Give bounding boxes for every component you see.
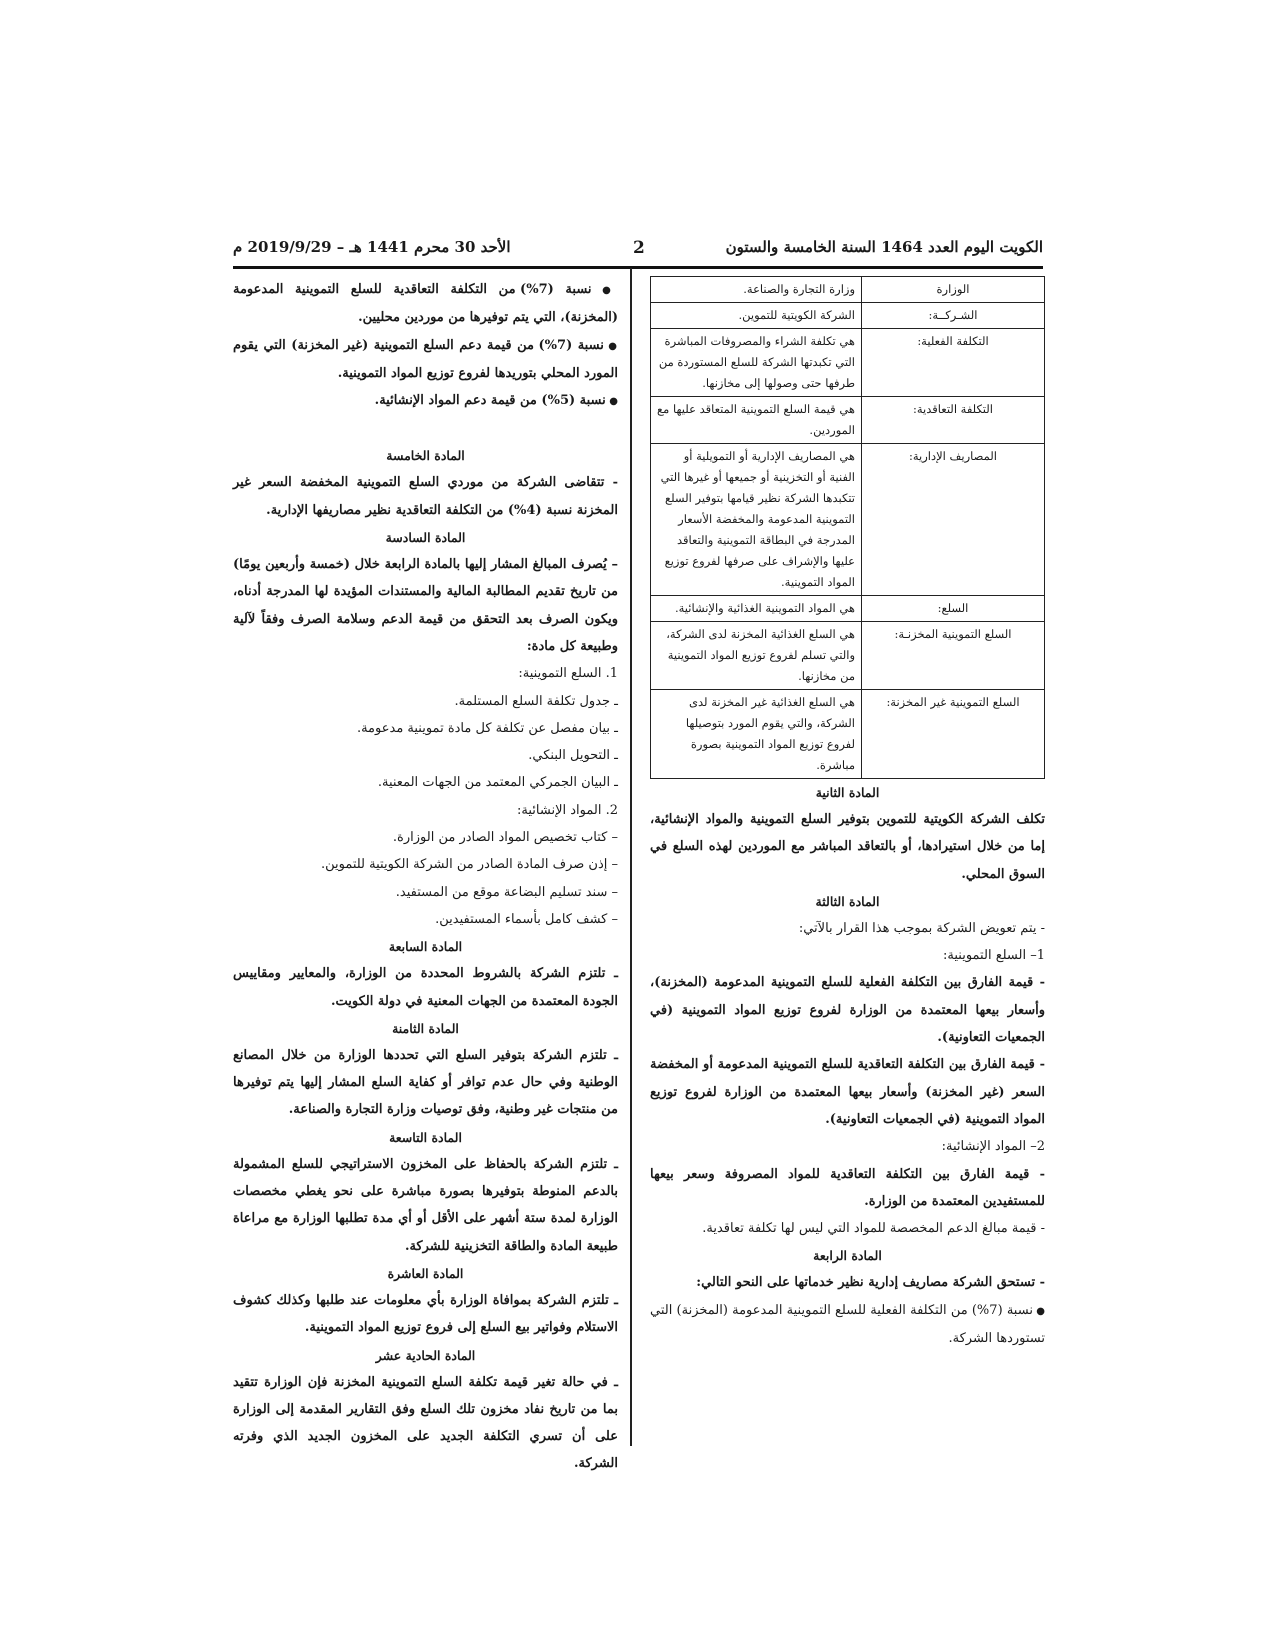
paragraph: ـ تلتزم الشركة بالشروط المحددة من الوزارة، والمعايير ومقاييس الجودة المعتمدة من الجهات المعنية في دولة الكويت. [233, 966, 618, 1009]
article-heading: المادة الحادية عشر [375, 1347, 476, 1363]
article-heading: المادة السابعة [388, 939, 463, 955]
article-heading: المادة الثالثة [815, 893, 880, 909]
article-heading: المادة السادسة [385, 530, 466, 546]
definition-text: هي المواد التموينية الغذائية والإنشائية. [651, 596, 862, 622]
paragraph: - قيمة الفارق بين التكلفة الفعلية للسلع التموينية المدعومة (المخزنة)، وأسعار بيعها المعتمدة من الوزارة لفروع توزيع المواد التموينية (في الجمعيات التعاونية). [650, 975, 1045, 1046]
spacer [233, 415, 618, 442]
bullet-paragraph: ● نسبة (7%) من التكلفة التعاقدية للسلع التموينية المدعومة (المخزنة)، التي يتم توفيرها من موردين محليين. [233, 276, 618, 332]
article-heading: المادة التاسعة [389, 1129, 462, 1145]
definition-row [651, 596, 1045, 622]
paragraph: – إذن صرف المادة الصادر من الشركة الكويتية للتموين. [320, 857, 618, 873]
definition-term: السلع التموينية غير المخزنة: [862, 690, 1045, 779]
article-heading: المادة الثانية [815, 785, 880, 800]
definition-text: هي السلع الغذائية غير المخزنة لدى الشركة، والتي يقوم المورد بتوصيلها لفروع توزيع المواد التموينية بصورة مباشرة. [651, 690, 862, 779]
paragraph: ـ بيان مفصل عن تكلفة كل مادة تموينية مدعومة. [356, 720, 618, 736]
left-column-text [233, 276, 618, 1478]
paragraph: تكلف الشركة الكويتية للتموين بتوفير السلع التموينية والمواد الإنشائية، إما من خلال استيرادها، أو بالتعاقد المباشر مع الموردين لهذه السلع في السوق المحلي. [650, 812, 1045, 882]
article-heading: المادة الرابعة [813, 1248, 882, 1264]
definitions-table [650, 276, 1045, 779]
article-heading: المادة الخامسة [386, 448, 465, 464]
definition-text: هي تكلفة الشراء والمصروفات المباشرة التي تكبدتها الشركة للسلع المستوردة من طرفها حتى وصولها إلى مخازنها. [651, 329, 862, 397]
right-column-text [650, 779, 1045, 1352]
definition-term: المصاريف الإدارية: [862, 444, 1045, 596]
paragraph: – سند تسليم البضاعة موقع من المستفيد. [395, 884, 618, 900]
paragraph: - يتم تعويض الشركة بموجب هذا القرار بالآتي: [798, 920, 1045, 936]
page-number: 2 [633, 238, 645, 258]
definition-row [651, 329, 1045, 397]
definition-term: الشـركــة: [862, 303, 1045, 329]
article-heading: المادة العاشرة [387, 1265, 464, 1281]
bullet-paragraph: ● نسبة (7%) من قيمة دعم السلع التموينية (غير المخزنة) التي يقوم المورد المحلي بتوريدها لفروع توزيع المواد التموينية. [233, 332, 618, 388]
paragraph: - قيمة الفارق بين التكلفة التعاقدية للمواد المصروفة وسعر بيعها للمستفيدين المعتمدة من الوزارة. [650, 1166, 1045, 1209]
column-divider [630, 268, 632, 1446]
paragraph: 1– السلع التموينية: [943, 948, 1045, 964]
left-column [233, 276, 618, 1478]
paragraph: 2– المواد الإنشائية: [941, 1139, 1045, 1155]
paragraph: 1. السلع التموينية: [518, 666, 618, 682]
definition-row [651, 444, 1045, 596]
definition-row [651, 622, 1045, 690]
paragraph: – يُصرف المبالغ المشار إليها بالمادة الرابعة خلال (خمسة وأربعين يومًا) من تاريخ تقديم المطالبة المالية والمستندات المؤيدة لها المدرجة أدناه، ويكون الصرف بعد التحقق من قيمة الدعم وسلامة الصرف وفقاً لآلية وطبيعة كل مادة: [233, 557, 618, 654]
definition-text: وزارة التجارة والصناعة. [651, 277, 862, 303]
paragraph: ـ تلتزم الشركة بتوفير السلع التي تحددها الوزارة من خلال المصانع الوطنية وفي حال عدم توافر أو كفاية السلع المشار إليها يتم توفيرها من منتجات غير وطنية، وفق توصيات وزارة التجارة والصناعة. [233, 1047, 618, 1118]
definition-row [651, 277, 1045, 303]
definition-row [651, 397, 1045, 444]
paragraph: 2. المواد الإنشائية: [517, 802, 618, 818]
header-date: الأحد 30 محرم 1441 هـ – 2019/9/29 م [233, 238, 511, 256]
paragraph: ـ جدول تكلفة السلع المستلمة. [454, 693, 618, 709]
definition-term: الوزارة [862, 277, 1045, 303]
definition-term: التكلفة الفعلية: [862, 329, 1045, 397]
bullet-paragraph: ● نسبة (7%) من التكلفة الفعلية للسلع التموينية المدعومة (المخزنة) التي تستوردها الشركة. [650, 1297, 1045, 1353]
definition-row [651, 690, 1045, 779]
definition-term: السلع: [862, 596, 1045, 622]
definition-row [651, 303, 1045, 329]
paragraph: – كتاب تخصيص المواد الصادر من الوزارة. [392, 830, 618, 846]
paragraph: ـ تلتزم الشركة بموافاة الوزارة بأي معلومات عند طلبها وكذلك كشوف الاستلام وفواتير بيع السلع إلى فروع توزيع المواد التموينية. [233, 1292, 618, 1336]
definition-term: السلع التموينية المخزنـة: [862, 622, 1045, 690]
definition-text: هي السلع الغذائية المخزنة لدى الشركة، والتي تسلم لفروع توزيع المواد التموينية من مخازنها. [651, 622, 862, 690]
right-column [650, 276, 1045, 1352]
bullet-paragraph: ● نسبة (5%) من قيمة دعم المواد الإنشائية. [233, 387, 618, 415]
paragraph: ـ تلتزم الشركة بالحفاظ على المخزون الاستراتيجي للسلع المشمولة بالدعم المنوطة بتوفيرها بصورة مباشرة على نحو يغطي مخصصات الوزارة لمدة ستة أشهر على الأقل أو أي مدة تطلبها الوزارة مع مراعاة طبيعة المادة والطاقة التخزينية للشركة. [233, 1156, 618, 1254]
paragraph: ـ التحويل البنكي. [528, 748, 618, 764]
paragraph: - تتقاضى الشركة من موردي السلع التموينية المخفضة السعر غير المخزنة نسبة (4%) من التكلفة التعاقدية نظير مصاريفها الإدارية. [233, 475, 618, 518]
paragraph: - قيمة مبالغ الدعم المخصصة للمواد التي ليس لها تكلفة تعاقدية. [702, 1221, 1045, 1237]
definition-term: التكلفة التعاقدية: [862, 397, 1045, 444]
paragraph: - تستحق الشركة مصاريف إدارية نظير خدماتها على النحو التالي: [696, 1275, 1045, 1291]
article-heading: المادة الثامنة [392, 1020, 459, 1036]
page-header [233, 238, 1043, 269]
definition-text: هي قيمة السلع التموينية المتعاقد عليها مع الموردين. [651, 397, 862, 444]
paragraph: – كشف كامل بأسماء المستفيدين. [435, 911, 618, 927]
paragraph: - قيمة الفارق بين التكلفة التعاقدية للسلع التموينية المدعومة أو المخفضة السعر (غير المخزنة) وأسعار بيعها المعتمدة من الوزارة لفروع توزيع المواد التموينية (في الجمعيات التعاونية). [650, 1057, 1045, 1127]
definition-text: هي المصاريف الإدارية أو التمويلية أو الفنية أو التخزينية أو جميعها أو غيرها التي تتكبدها الشركة نظير قيامها بتوفير السلع التموينية المدعومة والمخفضة الأسعار المدرجة في البطاقة التموينية والتعاقد عليها والإشراف على صرفها لفروع توزيع المواد التموينية. [651, 444, 862, 596]
paragraph: ـ في حالة تغير قيمة تكلفة السلع التموينية المخزنة فإن الوزارة تتقيد بما من تاريخ نفاد مخزون تلك السلع وفق التقارير المقدمة إلى الوزارة على أن تسري التكلفة الجديد على المخزون الجديد الذي وفرته الشركة. [233, 1374, 618, 1472]
header-publication: الكويت اليوم العدد 1464 السنة الخامسة والستون [725, 238, 1043, 256]
definition-text: الشركة الكويتية للتموين. [651, 303, 862, 329]
paragraph: ـ البيان الجمركي المعتمد من الجهات المعنية. [377, 775, 618, 791]
